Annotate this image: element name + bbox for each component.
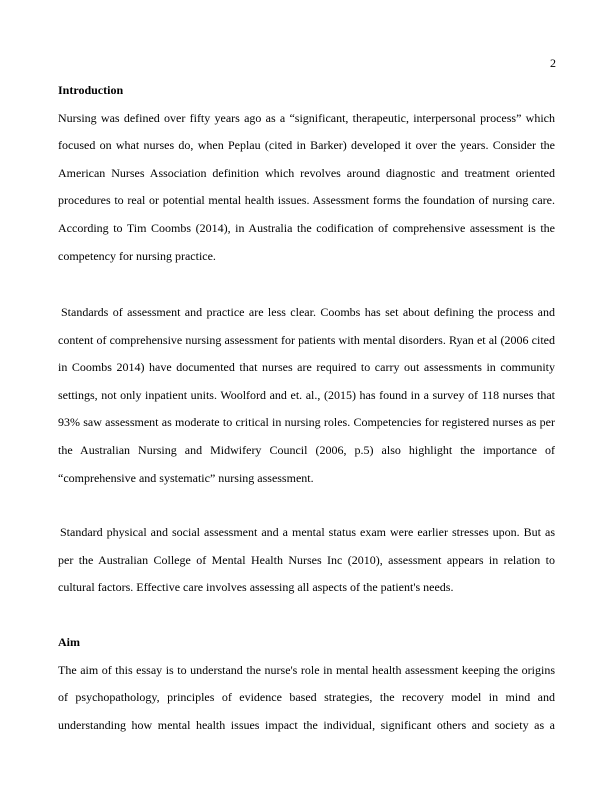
text-line: competency for nursing practice. [58, 248, 216, 263]
introduction-heading: Introduction [58, 83, 124, 97]
intro-paragraph-3 [58, 519, 555, 602]
text-line: 93% saw assessment as moderate to critical in nursing roles. Competencies for registered nurses as per [58, 415, 555, 430]
text-line: Standard physical and social assessment and a mental status exam were earlier stresses upon. But as [60, 525, 555, 539]
text-line: “comprehensive and systematic” nursing assessment. [58, 470, 314, 485]
text-line: Nursing was defined over fifty years ago as a “significant, therapeutic, interpersonal process” which [58, 110, 555, 125]
intro-paragraph-1 [58, 105, 555, 271]
text-line: cultural factors. Effective care involves assessing all aspects of the patient's needs. [58, 580, 454, 595]
text-line: understanding how mental health issues impact the individual, significant others and society as a [58, 717, 555, 732]
text-line: content of comprehensive nursing assessment for patients with mental disorders. Ryan et al (2006 cited [58, 332, 555, 347]
intro-paragraph-2 [58, 299, 555, 492]
text-line: in Coombs 2014) have documented that nurses are required to carry out assessments in community [58, 360, 555, 375]
text-line: per the Australian College of Mental Health Nurses Inc (2010), assessment appears in relation to [58, 552, 555, 567]
page-number: 2 [550, 56, 556, 70]
text-line: The aim of this essay is to understand the nurse's role in mental health assessment keeping the origins [58, 662, 555, 677]
text-line: the Australian Nursing and Midwifery Council (2006, p.5) also highlight the importance of [58, 442, 555, 457]
text-line: of psychopathology, principles of evidence based strategies, the recovery model in mind and [58, 690, 555, 705]
text-line: According to Tim Coombs (2014), in Australia the codification of comprehensive assessment is the [58, 220, 555, 235]
text-line: settings, not only inpatient units. Woolford and et. al., (2015) has found in a survey of 118 nurses that [58, 387, 555, 402]
aim-section [58, 629, 555, 739]
text-line: procedures to real or potential mental health issues. Assessment forms the foundation of nursing care. [58, 193, 555, 208]
text-line: focused on what nurses do, when Peplau (cited in Barker) developed it over the years. Consider the [58, 138, 555, 153]
text-line: American Nurses Association definition which revolves around diagnostic and treatment oriented [58, 165, 555, 180]
introduction-section [58, 77, 555, 270]
text-line: Standards of assessment and practice are less clear. Coombs has set about defining the process and [61, 305, 555, 319]
aim-heading: Aim [58, 635, 80, 649]
